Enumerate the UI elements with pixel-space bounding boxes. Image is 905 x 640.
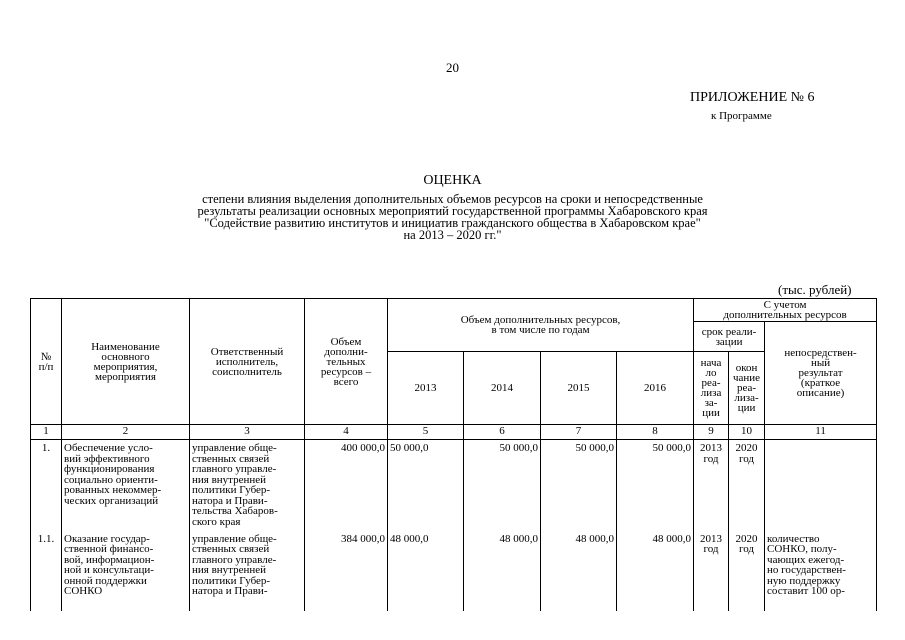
row-executor: управление обще- ственных связей главного управле- ния внутренней политики Губер- натора и Прави-: [190, 531, 305, 611]
row-end: 2020 год: [729, 531, 765, 611]
row-name: Оказание государ- ственной финансо- вой, информацион- ной и консультаци- онной поддержки СОНКО: [62, 531, 190, 611]
header-result: непосредствен- ный результат (краткое описание): [765, 322, 877, 425]
column-number: 7: [541, 425, 617, 440]
header-end: окон чание реа- лиза- ции: [729, 352, 765, 425]
subtitle-line: на 2013 – 2020 гг.": [403, 228, 502, 242]
row-end: 2020 год: [729, 440, 765, 531]
row-total: 384 000,0: [305, 531, 388, 611]
column-number: 11: [765, 425, 877, 440]
column-number: 9: [694, 425, 729, 440]
row-year-value: 50 000,0: [464, 440, 541, 531]
header-year: 2016: [617, 352, 694, 425]
row-year-value: 48 000,0: [388, 531, 464, 611]
column-number: 5: [388, 425, 464, 440]
header-year: 2015: [541, 352, 617, 425]
row-num: 1.: [31, 440, 62, 531]
row-start: 2013 год: [694, 531, 729, 611]
column-numbers-row: [31, 425, 877, 440]
column-number: 8: [617, 425, 694, 440]
row-year-value: 50 000,0: [388, 440, 464, 531]
header-num: № п/п: [31, 299, 62, 425]
header-with-extra: С учетом дополнительных ресурсов: [694, 299, 877, 322]
row-name: Обеспечение усло- вий эффективного функционирования социально ориенти- рованных некоммер- ческих организаций: [62, 440, 190, 531]
header-period: срок реали- зации: [694, 322, 765, 352]
row-total: 400 000,0: [305, 440, 388, 531]
page-number: 20: [446, 60, 459, 75]
document-subtitle: [135, 193, 770, 241]
table-row: [31, 440, 877, 531]
subtitle-line: "Содействие развитию институтов и инициатив гражданского общества в Хабаровском крае": [204, 216, 701, 230]
row-num: 1.1.: [31, 531, 62, 611]
units-label: (тыс. рублей): [778, 282, 852, 297]
header-year: 2014: [464, 352, 541, 425]
column-number: 10: [729, 425, 765, 440]
header-year: 2013: [388, 352, 464, 425]
table-row: [31, 531, 877, 611]
column-number: 2: [62, 425, 190, 440]
column-number: 3: [190, 425, 305, 440]
header-name: Наименование основного мероприятия, мероприятия: [62, 299, 190, 425]
appendix-label: ПРИЛОЖЕНИЕ № 6: [690, 90, 815, 105]
row-year-value: 48 000,0: [617, 531, 694, 611]
row-start: 2013 год: [694, 440, 729, 531]
row-executor: управление обще- ственных связей главного управле- ния внутренней политики Губер- натора и Прави- тельства Хабаров- ского края: [190, 440, 305, 531]
subtitle-line: степени влияния выделения дополнительных объемов ресурсов на сроки и непосредственные: [202, 192, 703, 206]
document-title: ОЦЕНКА: [423, 173, 482, 188]
row-result: [765, 440, 877, 531]
header-volume: Объем дополни- тельных ресурсов – всего: [305, 299, 388, 425]
header-executor: Ответственный исполнитель, соисполнитель: [190, 299, 305, 425]
header-start: нача ло реа- лиза за- ции: [694, 352, 729, 425]
column-number: 6: [464, 425, 541, 440]
row-result: количество СОНКО, полу- чающих ежегод- но государствен- ную поддержку составит 100 ор-: [765, 531, 877, 611]
row-year-value: 50 000,0: [617, 440, 694, 531]
column-number: 1: [31, 425, 62, 440]
column-number: 4: [305, 425, 388, 440]
row-year-value: 48 000,0: [464, 531, 541, 611]
subtitle-line: результаты реализации основных мероприятий государственной программы Хабаровского края: [197, 204, 708, 218]
row-year-value: 48 000,0: [541, 531, 617, 611]
appendix-sublabel: к Программе: [711, 110, 772, 122]
row-year-value: 50 000,0: [541, 440, 617, 531]
header-by-years: Объем дополнительных ресурсов, в том числе по годам: [388, 299, 694, 352]
resources-table: [30, 298, 877, 611]
